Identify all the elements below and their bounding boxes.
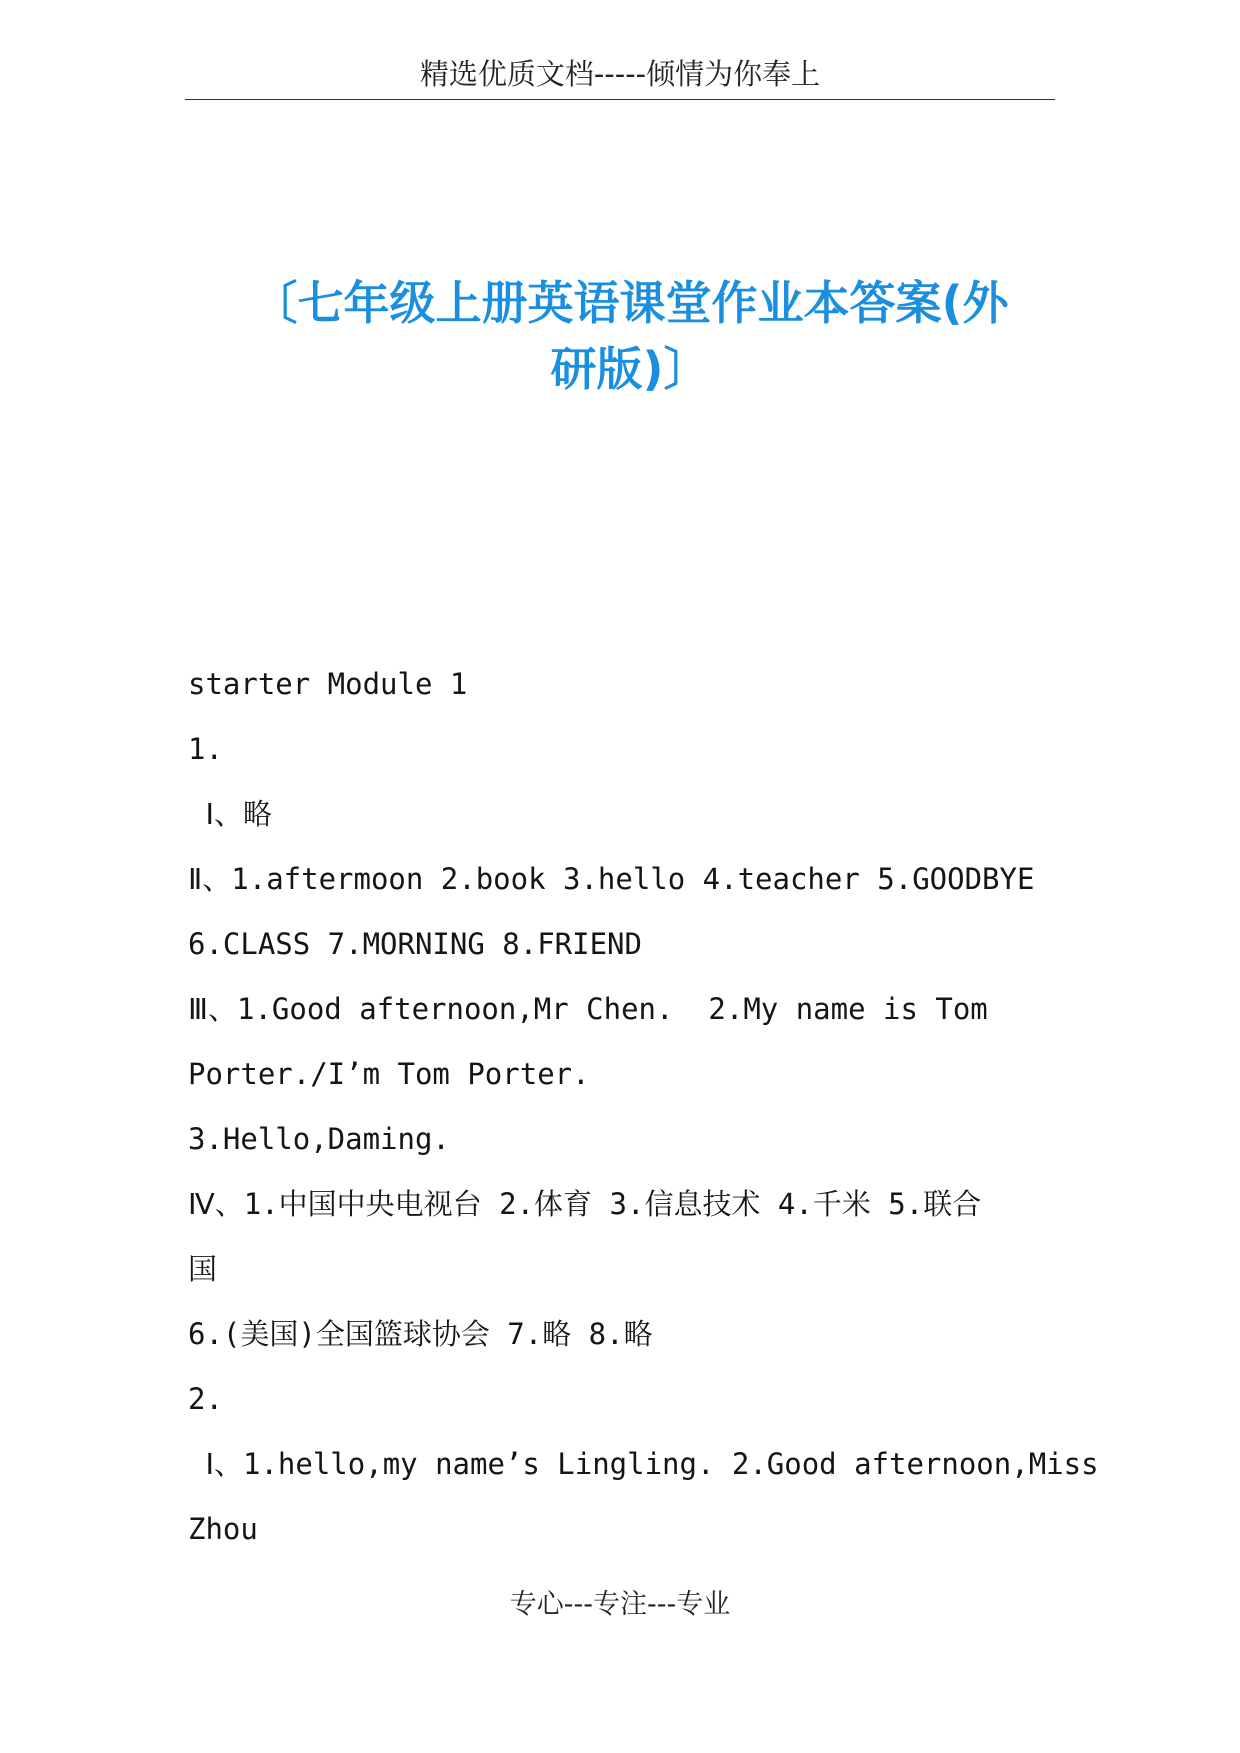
page-footer: 专心---专注---专业	[509, 1589, 731, 1620]
page-header: 精选优质文档-----倾情为你奉上	[419, 57, 821, 91]
header-divider	[185, 99, 1055, 100]
content-line: Porter./I’m Tom Porter.	[188, 1057, 590, 1091]
document-title-line-1: 〔七年级上册英语课堂作业本答案(外	[251, 276, 1009, 330]
content-line: 国	[188, 1252, 218, 1286]
document-title-line-2: 研版)〕	[550, 342, 710, 396]
content-line: 6.CLASS 7.MORNING 8.FRIEND	[188, 927, 642, 961]
content-line: Zhou	[188, 1512, 258, 1546]
content-line: 2.	[188, 1382, 223, 1416]
document-title	[210, 270, 1050, 402]
content-line: 6.(美国)全国篮球协会 7.略 8.略	[188, 1317, 653, 1351]
answer-content	[188, 652, 1099, 1562]
content-line: 1.	[188, 732, 223, 766]
content-line: Ⅱ、1.aftermoon 2.book 3.hello 4.teacher 5.GOODBYE	[188, 862, 1035, 896]
content-line: starter Module 1	[188, 667, 468, 701]
content-line: Ⅰ、1.hello,my name’s Lingling. 2.Good afternoon,Miss	[188, 1447, 1099, 1481]
content-line: Ⅰ、略	[188, 797, 273, 831]
content-line: 3.Hello,Daming.	[188, 1122, 450, 1156]
content-line: Ⅲ、1.Good afternoon,Mr Chen. 2.My name is Tom	[188, 992, 988, 1026]
content-line: Ⅳ、1.中国中央电视台 2.体育 3.信息技术 4.千米 5.联合	[188, 1187, 982, 1221]
